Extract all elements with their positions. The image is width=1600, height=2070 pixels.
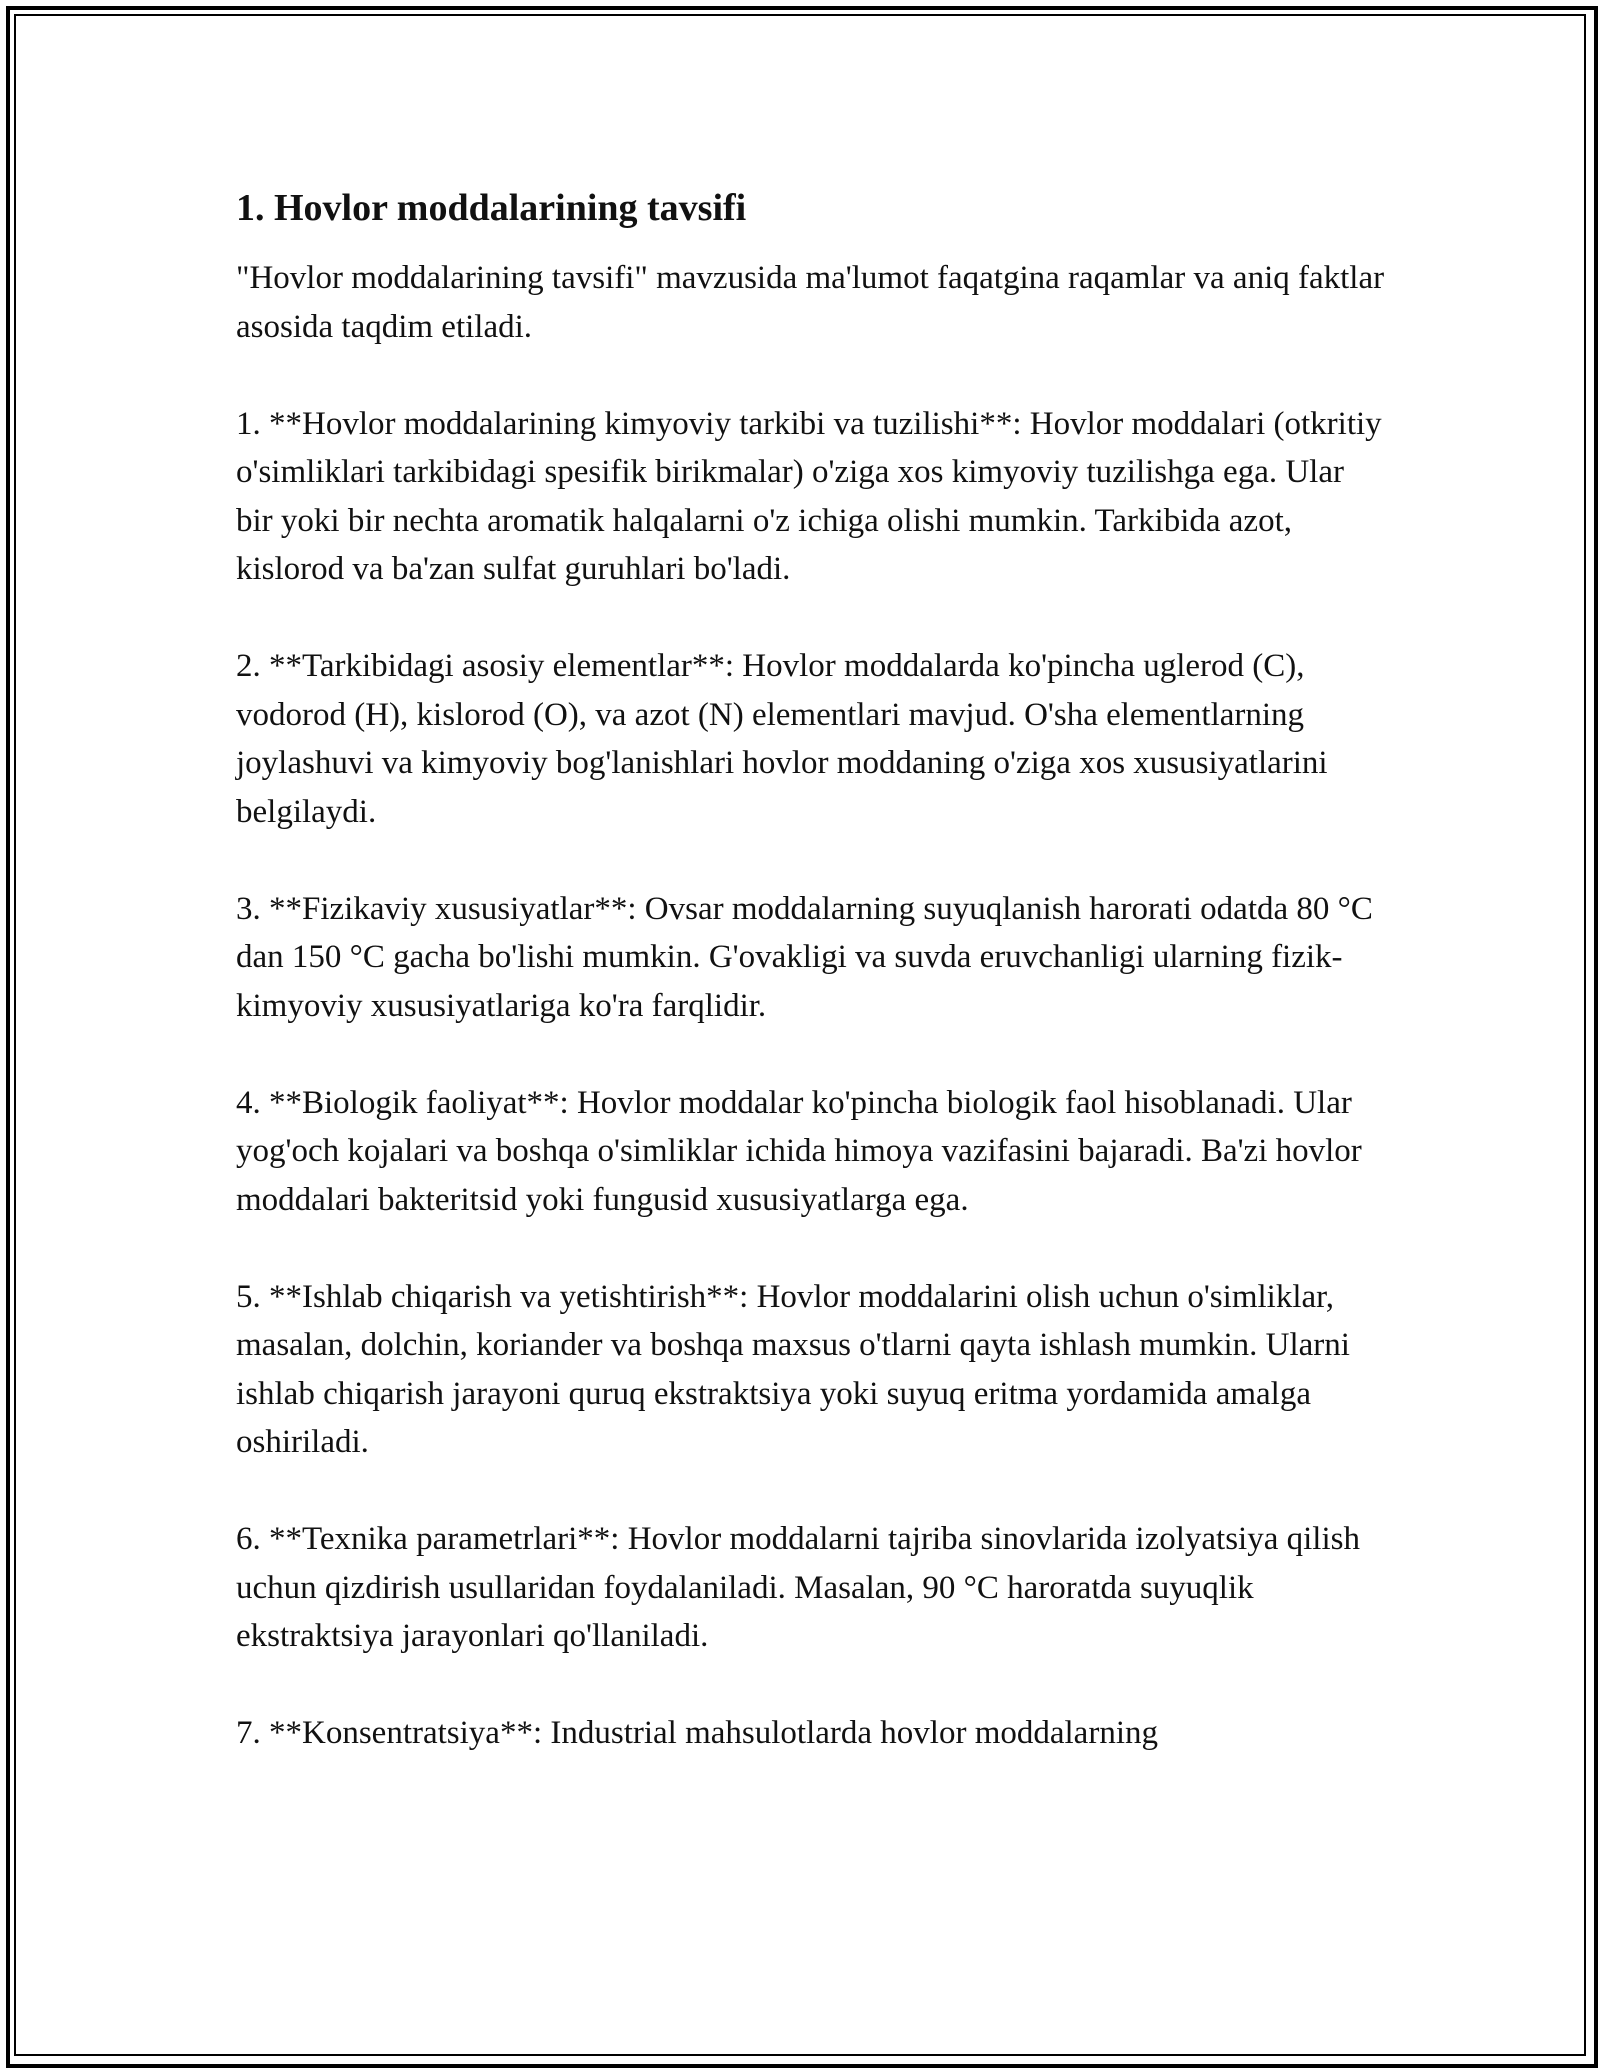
paragraph-biological-activity: 4. **Biologik faoliyat**: Hovlor moddalar ko'pincha biologik faol hisoblanadi. Ular yog'och kojalari va boshqa o'simliklar ichida himoya vazifasini bajaradi. Ba'zi hovlor moddalari bakteritsid yoki fungusid xususiyatlarga ega. [236,1084,1362,1218]
document-body [236,184,1386,1806]
paragraph-concentration: 7. **Konsentratsiya**: Industrial mahsulotlarda hovlor moddalarning [236,1715,1158,1751]
paragraph-chemical-composition: 1. **Hovlor moddalarining kimyoviy tarkibi va tuzilishi**: Hovlor moddalari (otkritiy o'simliklari tarkibidagi spesifik birikmalar) o'ziga xos kimyoviy tuzilishga ega. Ular bir yoki bir nechta aromatik halqalarni o'z ichiga olishi mumkin. Tarkibida azot, kislorod va ba'zan sulfat guruhlari bo'ladi. [236,405,1382,587]
paragraph-technical-parameters: 6. **Texnika parametrlari**: Hovlor moddalarni tajriba sinovlarida izolyatsiya qilish uchun qizdirish usullaridan foydalaniladi. Masalan, 90 °C haroratda suyuqlik ekstraktsiya jarayonlari qo'llaniladi. [236,1521,1360,1654]
paragraph-main-elements: 2. **Tarkibidagi asosiy elementlar**: Hovlor moddalarda ko'pincha uglerod (C), vodorod (H), kislorod (O), va azot (N) elementlari mavjud. O'sha elementlarning joylashuvi va kimyoviy bog'lanishlari hovlor moddaning o'ziga xos xususiyatlarini belgilaydi. [236,648,1328,830]
paragraph-physical-properties: 3. **Fizikaviy xususiyatlar**: Ovsar moddalarning suyuqlanish harorati odatda 80 °C dan 150 °C gacha bo'lishi mumkin. G'ovakligi va suvda eruvchanligi ularning fizik-kimyoviy xususiyatlariga ko'ra farqlidir. [236,890,1373,1024]
intro-paragraph: "Hovlor moddalarining tavsifi" mavzusida ma'lumot faqatgina raqamlar va aniq faktlar asosida taqdim etiladi. [236,260,1385,345]
paragraph-production: 5. **Ishlab chiqarish va yetishtirish**: Hovlor moddalarini olish uchun o'simliklar, masalan, dolchin, koriander va boshqa maxsus o'tlarni qayta ishlash mumkin. Ularni ishlab chiqarish jarayoni quruq ekstraktsiya yoki suyuq eritma yordamida amalga oshiriladi. [236,1278,1350,1460]
document-title: 1. Hovlor moddalarining tavsifi [236,187,747,229]
